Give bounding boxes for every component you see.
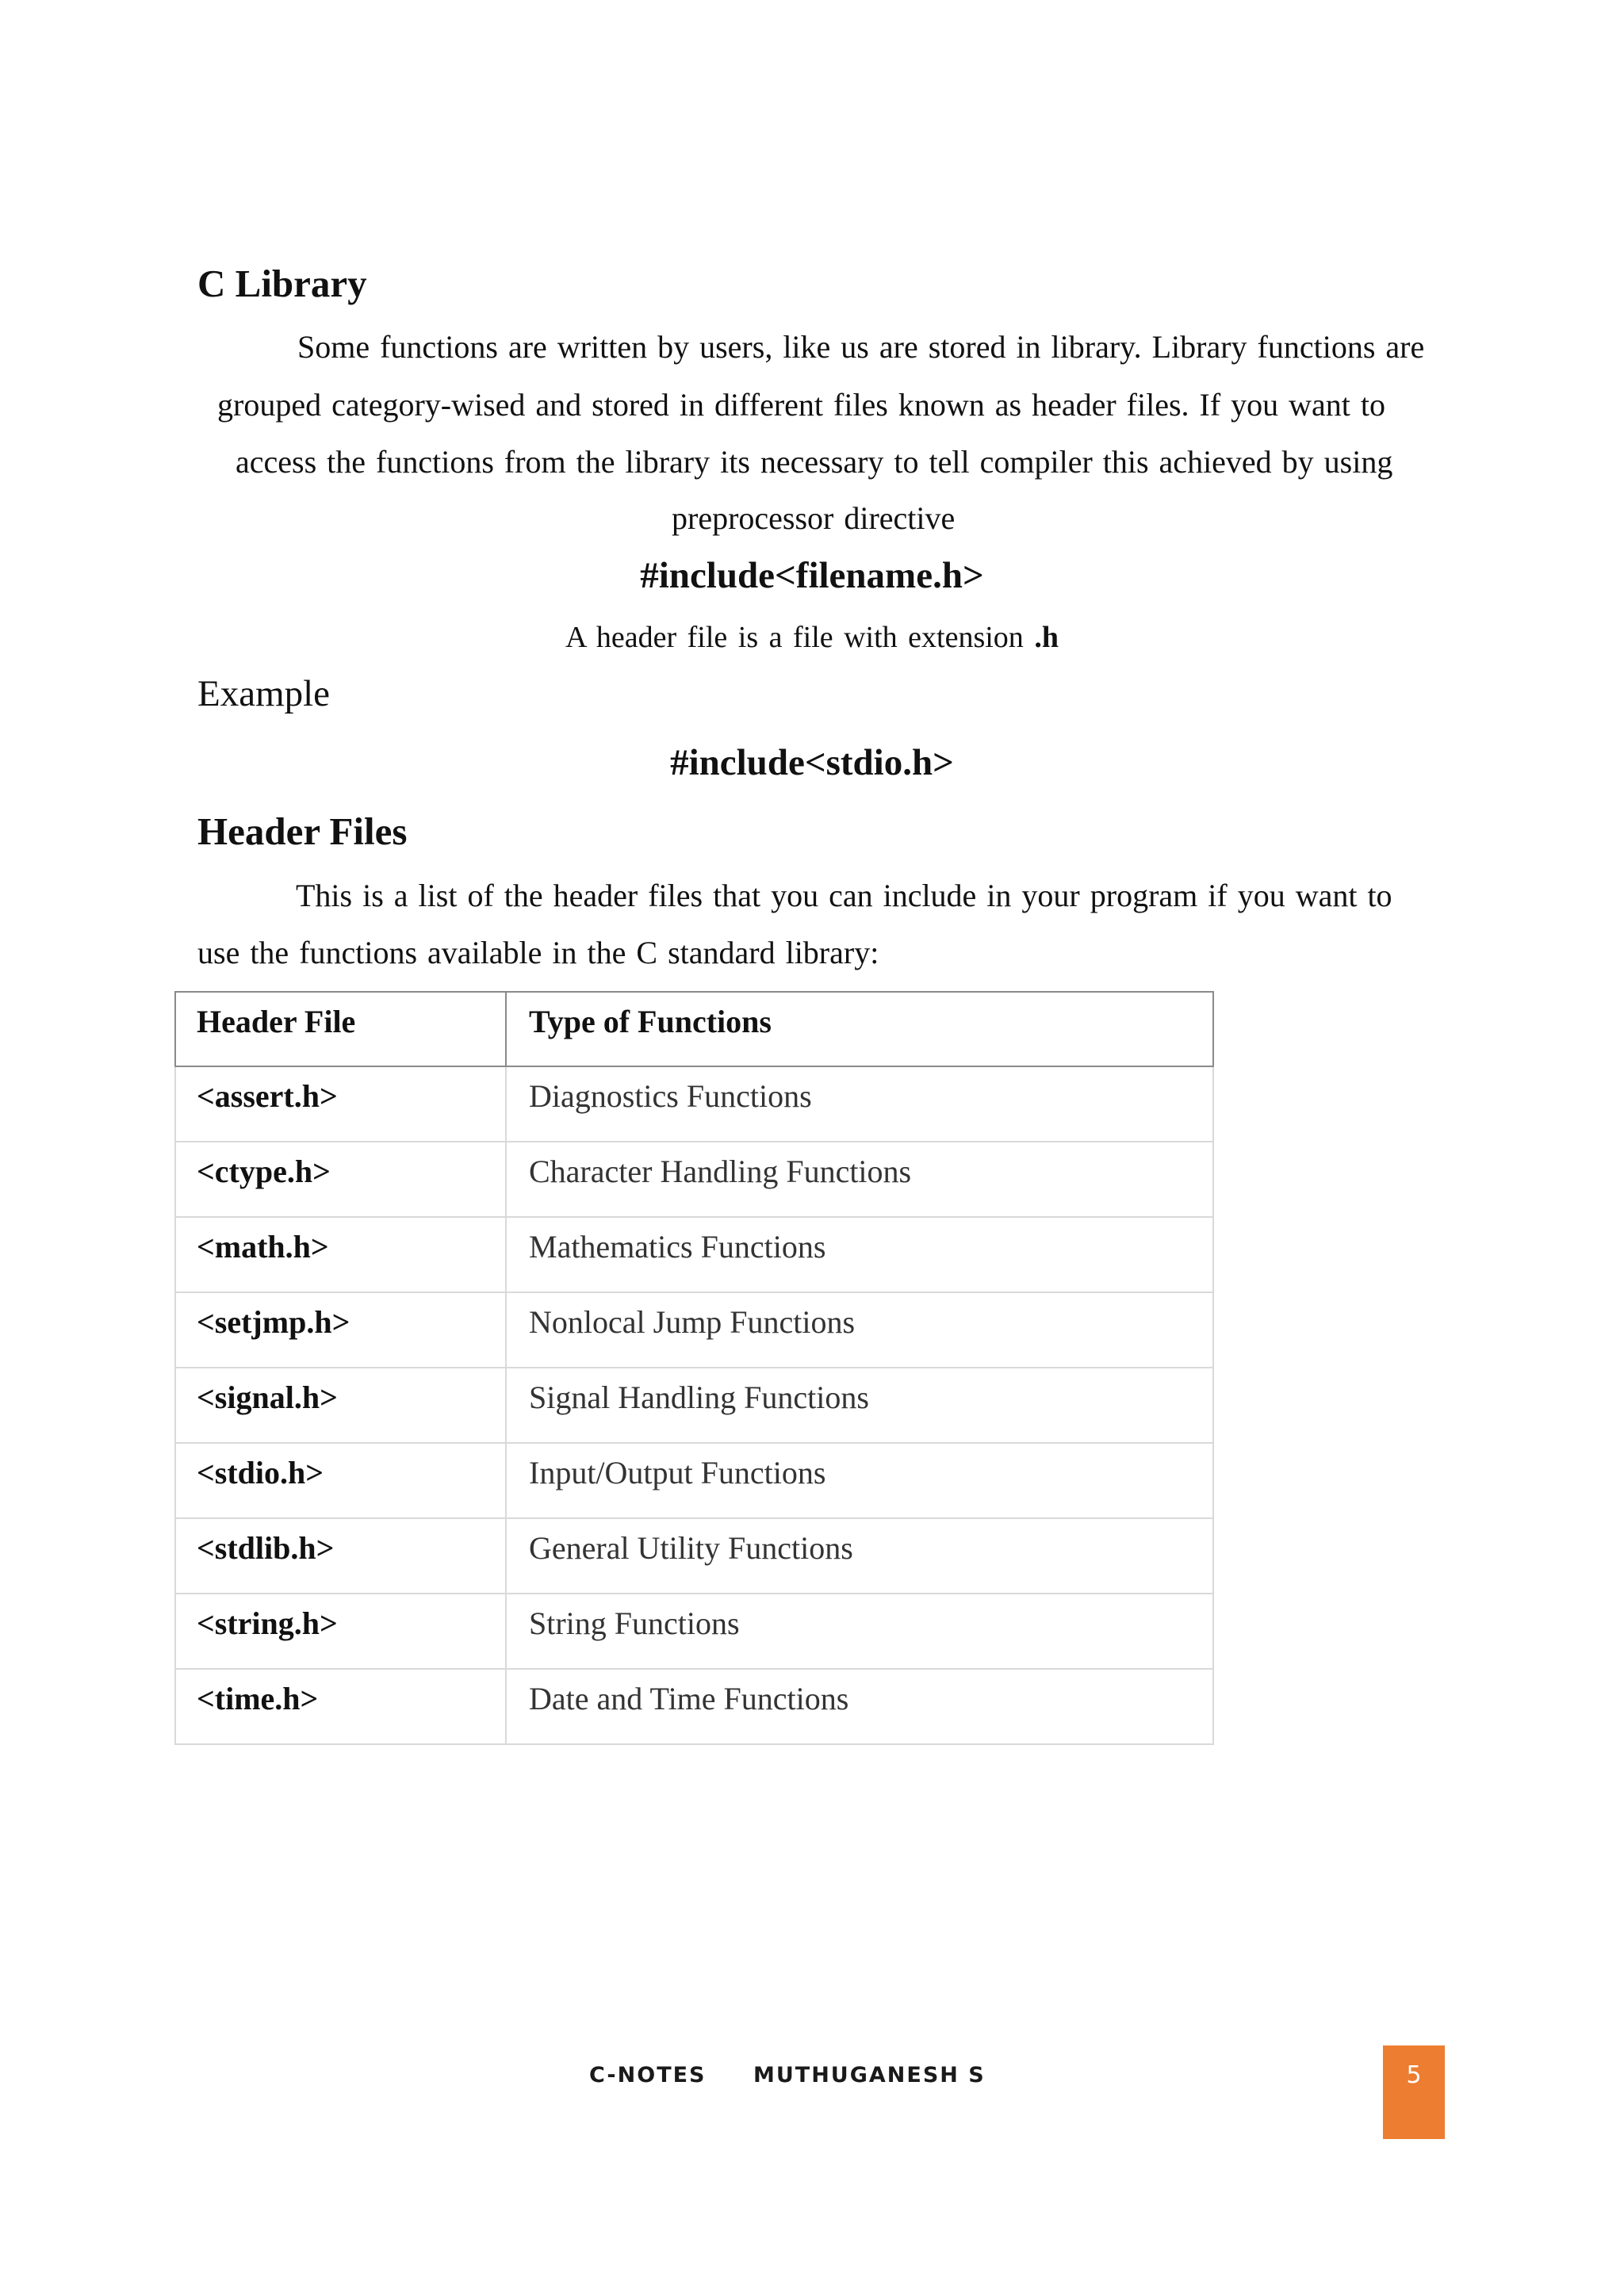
cell-header-file: <time.h>: [175, 1669, 506, 1744]
page-number-badge: 5: [1383, 2045, 1445, 2139]
extension-note-text: A header file is a file with extension: [565, 621, 1024, 654]
include-directive-code: #include<filename.h>: [640, 555, 984, 596]
c-library-paragraph-line-1: Some functions are written by users, like us are stored in library. Library functions are: [297, 329, 1425, 365]
c-library-paragraph-line-3: access the functions from the library its necessary to tell compiler this achieved by using: [236, 444, 1393, 480]
table-header-row: [175, 992, 1213, 1066]
cell-header-file: <ctype.h>: [175, 1142, 506, 1217]
table-row: [175, 1594, 1213, 1669]
header-extension-note: [0, 622, 1624, 652]
header-files-table-wrapper: [174, 991, 1214, 1745]
c-library-paragraph-line-2: grouped category-wised and stored in different files known as header files. If you want to: [217, 387, 1386, 423]
header-files-table: [174, 991, 1214, 1745]
cell-header-file: <stdio.h>: [175, 1443, 506, 1518]
column-header-header-file: Header File: [175, 992, 506, 1066]
table-row: [175, 1368, 1213, 1443]
cell-header-file: <math.h>: [175, 1217, 506, 1292]
table-row: [175, 1066, 1213, 1142]
footer-title: C-NOTES: [589, 2063, 707, 2087]
column-header-type-of-functions: Type of Functions: [506, 992, 1213, 1066]
extension-value: .h: [1034, 621, 1059, 654]
cell-function-type: Nonlocal Jump Functions: [506, 1292, 1213, 1368]
cell-header-file: <string.h>: [175, 1594, 506, 1669]
table-row: [175, 1443, 1213, 1518]
section-heading-c-library: C Library: [197, 262, 367, 305]
cell-function-type: Diagnostics Functions: [506, 1066, 1213, 1142]
table-row: [175, 1669, 1213, 1744]
cell-function-type: General Utility Functions: [506, 1518, 1213, 1594]
cell-header-file: <signal.h>: [175, 1368, 506, 1443]
cell-header-file: <stdlib.h>: [175, 1518, 506, 1594]
table-row: [175, 1217, 1213, 1292]
c-library-paragraph-line-4: preprocessor directive: [672, 500, 956, 536]
cell-function-type: Mathematics Functions: [506, 1217, 1213, 1292]
table-row: [175, 1518, 1213, 1594]
table-row: [175, 1292, 1213, 1368]
header-files-paragraph-line-1: This is a list of the header files that you can include in your program if you want to: [296, 878, 1392, 913]
footer-author: MUTHUGANESH S: [753, 2063, 986, 2087]
cell-function-type: Signal Handling Functions: [506, 1368, 1213, 1443]
cell-function-type: Input/Output Functions: [506, 1443, 1213, 1518]
example-label: Example: [197, 673, 331, 714]
cell-header-file: <setjmp.h>: [175, 1292, 506, 1368]
cell-function-type: Date and Time Functions: [506, 1669, 1213, 1744]
header-files-paragraph-line-2: use the functions available in the C standard library:: [197, 935, 879, 970]
cell-function-type: Character Handling Functions: [506, 1142, 1213, 1217]
example-include-code: #include<stdio.h>: [670, 742, 954, 783]
section-heading-header-files: Header Files: [197, 809, 408, 853]
table-row: [175, 1142, 1213, 1217]
cell-header-file: <assert.h>: [175, 1066, 506, 1142]
cell-function-type: String Functions: [506, 1594, 1213, 1669]
